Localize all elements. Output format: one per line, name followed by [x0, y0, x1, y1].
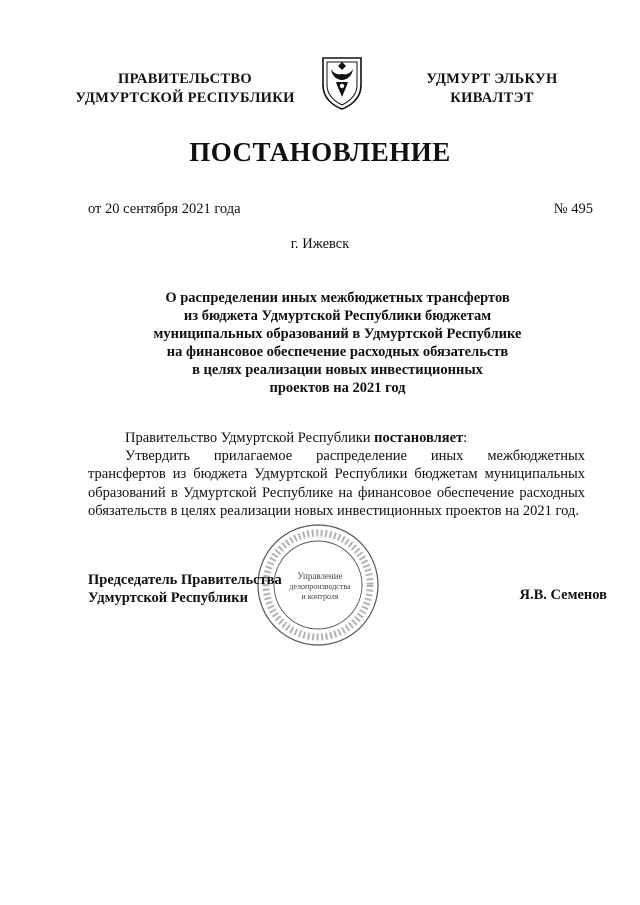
resolution-paragraph: Утвердить прилагаемое распределение иных межбюджетных трансфертов из бюджета Удмуртской Республики бюджетам муниципальных образований в Удмуртской Республике на финансовое обеспечение расходных обязательств в целях реализации новых инвестиционных проектов на 2021 год.: [88, 448, 585, 519]
issuer-line-1: ПРАВИТЕЛЬСТВО: [118, 71, 252, 87]
position-line-2: Удмуртской Республики: [88, 590, 248, 606]
subject-line: муниципальных образований в Удмуртской Республике: [153, 326, 522, 342]
intro-end: :: [463, 430, 468, 446]
resolution-intro: [88, 429, 585, 447]
document-body: [88, 429, 585, 520]
issuer-name-russian: [70, 70, 300, 108]
document-number: № 495: [553, 201, 593, 217]
coat-of-arms-icon: [320, 55, 364, 111]
subject-line: из бюджета Удмуртской Республики бюджетам: [183, 308, 492, 324]
subject-line: проектов на 2021 год: [269, 380, 406, 396]
issuer-udmurt-line-2: КИВАЛТЭТ: [450, 90, 534, 106]
position-line-1: Председатель Правительства: [88, 572, 282, 588]
stamp-line-2: делопроизводства: [289, 582, 351, 591]
signatory-name: Я.В. Семенов: [519, 587, 607, 603]
stamp-line-1: Управление: [297, 571, 343, 581]
intro-keyword: постановляет: [374, 430, 464, 446]
stamp-line-3: и контроля: [301, 592, 339, 601]
subject-line: на финансовое обеспечение расходных обязательств: [166, 344, 509, 360]
issuer-udmurt-line-1: УДМУРТ ЭЛЬКУН: [426, 71, 558, 87]
document-date: от 20 сентября 2021 года: [88, 201, 241, 217]
signatory-position: [88, 571, 282, 607]
subject-line: в целях реализации новых инвестиционных: [192, 362, 483, 378]
issuer-line-2: УДМУРТСКОЙ РЕСПУБЛИКИ: [75, 90, 295, 106]
document-city: г. Ижевск: [290, 236, 350, 252]
intro-text: Правительство Удмуртской Республики: [125, 430, 375, 446]
issuer-name-udmurt: [392, 70, 592, 108]
subject-line: О распределении иных межбюджетных трансфертов: [165, 290, 510, 306]
document-title: ПОСТАНОВЛЕНИЕ: [189, 137, 451, 167]
document-subject: [90, 289, 585, 397]
